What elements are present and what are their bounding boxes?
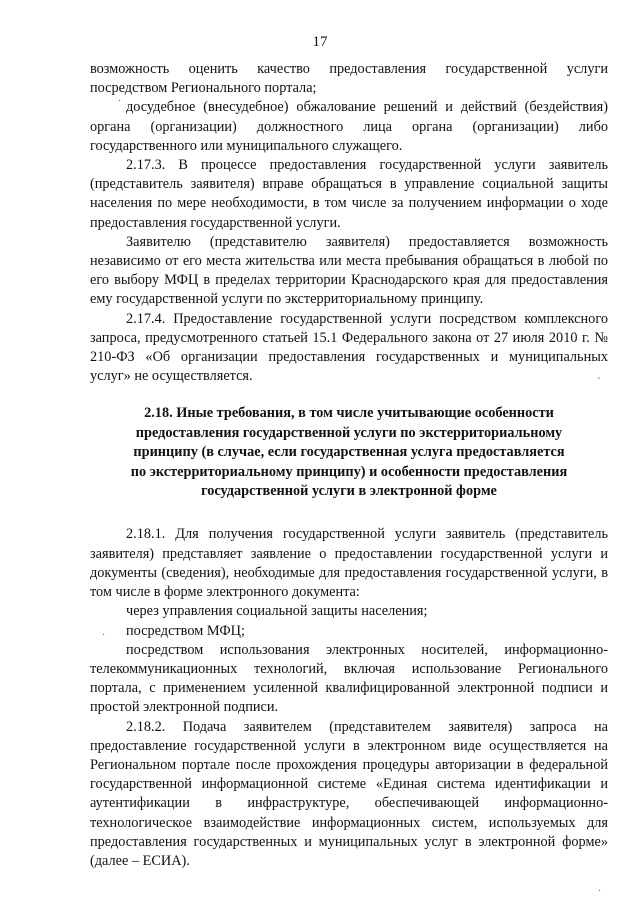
list-item: посредством использования электронных носителей, информационно-телекоммуникационных технологий, включая использование Регионального портала, с применением усиленной квалифицированной электронной подписи и простой электронной подписи. (90, 641, 608, 716)
paragraph: 2.17.3. В процессе предоставления государственной услуги заявитель (представитель заявителя) вправе обращаться в управление социальной защиты населения по мере необходимости, в том числе за получением информации о ходе предоставления государственной услуги. (90, 157, 608, 231)
list-item: через управления социальной защиты населения; (126, 603, 428, 620)
paragraph: возможность оценить качество предоставления государственной услуги посредством Регионального портала; (90, 61, 608, 97)
paragraph: 2.18.2. Подача заявителем (представителем заявителя) запроса на предоставление государственной услуги в электронном виде осуществляется на Региональном портале после прохождения процедуры авторизации в федеральной государственной информационной системе «Единая система идентификации и аутентификации в инфраструктуре, обеспечивающей информационно-технологическое взаимодействие информационных систем, используемых для предоставления государственных и муниципальных услуг в электронной форме» (далее – ЕСИА). (90, 718, 608, 869)
scan-mark: ' (598, 376, 600, 387)
scan-mark: · (118, 96, 122, 107)
scan-mark: · (598, 886, 602, 897)
section-heading: 2.18. Иные требования, в том числе учитывающие особенности предоставления государственной услуги по экстерриториальному принципу (в случае, если государственная услуга предоставляется по экстерриториальному принципу) и особенности предоставления государственной услуги в электронной форме (130, 405, 568, 500)
page-number: 17 (312, 34, 328, 50)
paragraph: досудебное (внесудебное) обжалование решений и действий (бездействия) органа (организации) должностного лица органа (организации) либо государственного или муниципального служащего. (90, 99, 608, 154)
list-item: посредством МФЦ; (126, 622, 245, 639)
paragraph: 2.17.4. Предоставление государственной услуги посредством комплексного запроса, предусмотренного статьей 15.1 Федерального закона от 27 июля 2010 г. № 210-ФЗ «Об организации предоставления государственных и муниципальных услуг» не осуществляется. (90, 310, 608, 385)
paragraph: 2.18.1. Для получения государственной услуги заявитель (представитель заявителя) представляет заявление о предоставлении государственной услуги и документы (сведения), необходимые для предоставления государственной услуги, в том числе в форме электронного документа: (90, 526, 608, 601)
document-body (90, 60, 608, 871)
paragraph: Заявителю (представителю заявителя) предоставляется возможность независимо от его места жительства или места пребывания обращаться в любой по его выбору МФЦ в пределах территории Краснодарского края для предоставления ему государственной услуги по экстерриториальному принципу. (90, 233, 608, 308)
scan-mark: · (102, 630, 106, 641)
spacer (90, 501, 608, 525)
